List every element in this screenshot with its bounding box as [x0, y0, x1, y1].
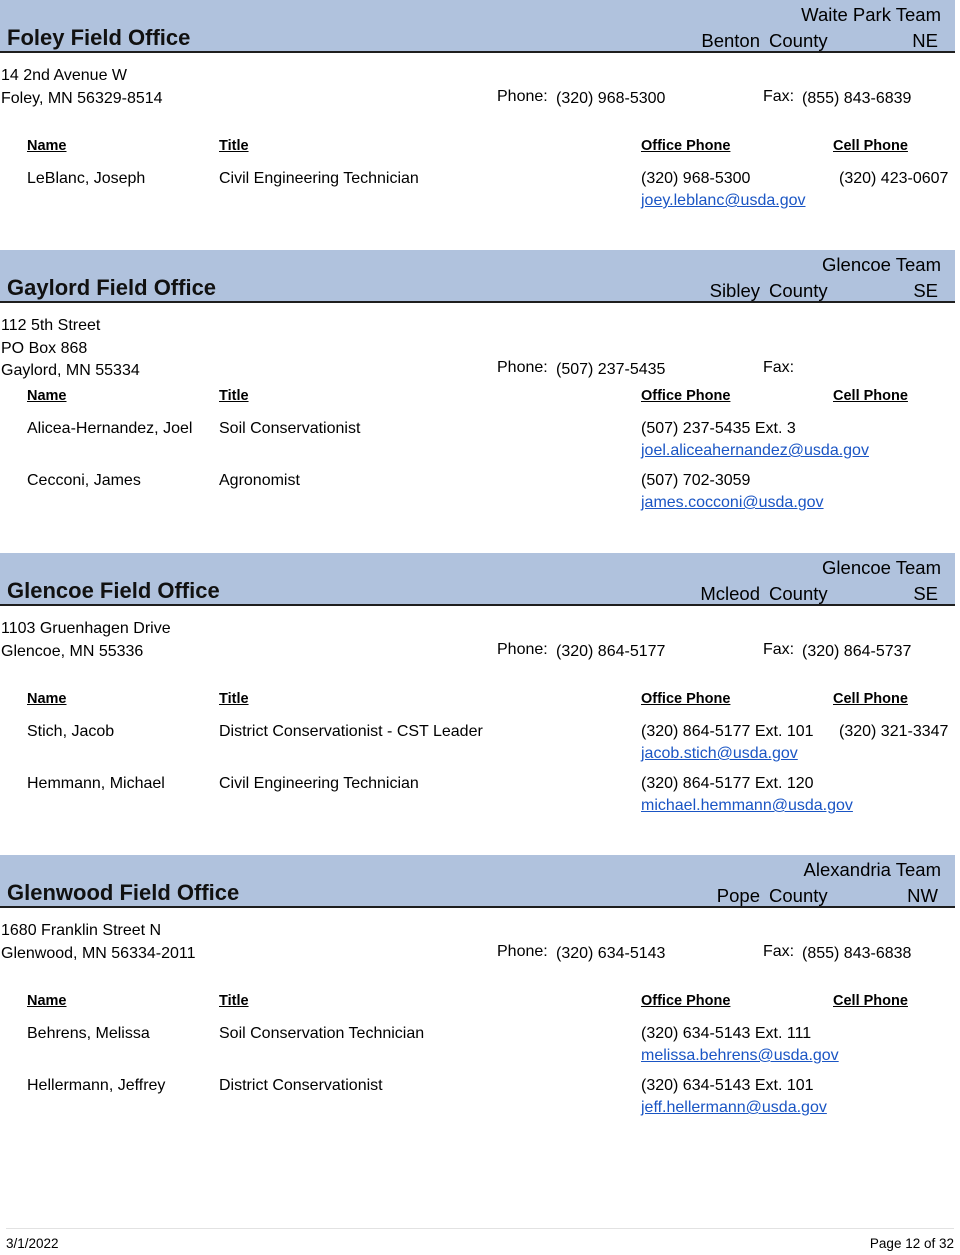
county-label: County	[769, 30, 828, 51]
county-name: Pope	[716, 885, 760, 906]
staff-office-phone: (507) 702-3059	[641, 472, 751, 489]
office-foley	[0, 0, 960, 250]
staff-email-link[interactable]: joel.aliceahernandez@usda.gov	[641, 442, 869, 459]
staff-office-phone: (320) 864-5177 Ext. 120	[641, 775, 814, 792]
column-header-name: Name	[27, 388, 67, 404]
office-name: Glencoe Field Office	[7, 578, 220, 603]
phone-label: Phone:	[497, 88, 548, 105]
column-header-cell-phone: Cell Phone	[833, 691, 908, 707]
footer-date: 3/1/2022	[6, 1236, 59, 1251]
footer-divider	[6, 1228, 954, 1229]
column-header-office-phone: Office Phone	[641, 691, 731, 707]
column-header-title: Title	[219, 993, 249, 1009]
column-header-title: Title	[219, 691, 249, 707]
staff-title: District Conservationist	[219, 1077, 383, 1094]
column-header-cell-phone: Cell Phone	[833, 993, 908, 1009]
staff-cell-phone: (320) 423-0607	[839, 170, 949, 187]
region-code: NE	[912, 30, 938, 51]
address-line: Glencoe, MN 55336	[1, 642, 144, 660]
county-name: Sibley	[709, 280, 760, 301]
staff-name: Hellermann, Jeffrey	[27, 1077, 166, 1094]
staff-name: Alicea-Hernandez, Joel	[27, 420, 193, 437]
staff-name: Hemmann, Michael	[27, 775, 165, 792]
phone-label: Phone:	[497, 359, 548, 376]
staff-email-link[interactable]: joey.leblanc@usda.gov	[641, 192, 806, 209]
office-fax: (855) 843-6838	[802, 945, 912, 962]
staff-office-phone: (320) 864-5177 Ext. 101	[641, 723, 814, 740]
county-name: Benton	[701, 30, 760, 51]
office-phone: (507) 237-5435	[556, 361, 666, 378]
county-row	[0, 885, 955, 909]
team-name: Alexandria Team	[803, 859, 941, 880]
column-header-office-phone: Office Phone	[641, 138, 731, 154]
county-name: Mcleod	[700, 583, 760, 604]
column-header-cell-phone: Cell Phone	[833, 138, 908, 154]
team-name: Waite Park Team	[801, 4, 941, 25]
county-label: County	[769, 583, 828, 604]
column-header-cell-phone: Cell Phone	[833, 388, 908, 404]
office-address	[1, 920, 196, 965]
county-row	[0, 583, 955, 607]
staff-title: District Conservationist - CST Leader	[219, 723, 483, 740]
office-header-band	[0, 0, 955, 53]
fax-label: Fax:	[763, 88, 795, 105]
region-code: SE	[913, 280, 938, 301]
region-code: SE	[913, 583, 938, 604]
column-header-office-phone: Office Phone	[641, 993, 731, 1009]
staff-name: Stich, Jacob	[27, 723, 115, 740]
office-address	[1, 315, 140, 383]
office-glenwood	[0, 855, 960, 1116]
staff-email-link[interactable]: melissa.behrens@usda.gov	[641, 1047, 839, 1064]
county-row	[0, 30, 955, 54]
county-label: County	[769, 885, 828, 906]
office-glencoe	[0, 553, 960, 814]
office-address	[1, 618, 171, 663]
office-phone: (320) 864-5177	[556, 643, 666, 660]
address-line: 14 2nd Avenue W	[1, 67, 128, 84]
address-line: Gaylord, MN 55334	[1, 362, 140, 379]
fax-label: Fax:	[763, 641, 795, 658]
footer-page-number: Page 12 of 32	[869, 1236, 954, 1251]
staff-title: Civil Engineering Technician	[219, 170, 419, 187]
staff-title: Agronomist	[219, 472, 300, 489]
address-line: Foley, MN 56329-8514	[1, 89, 163, 107]
office-phone: (320) 634-5143	[556, 945, 666, 962]
team-name: Glencoe Team	[822, 254, 941, 275]
county-label: County	[769, 280, 828, 301]
staff-cell-phone: (320) 321-3347	[839, 723, 949, 740]
address-line: 1680 Franklin Street N	[1, 922, 162, 939]
staff-title: Soil Conservationist	[219, 420, 361, 437]
staff-office-phone: (320) 634-5143 Ext. 111	[641, 1025, 812, 1042]
column-header-name: Name	[27, 138, 67, 154]
office-header-band	[0, 250, 955, 303]
column-header-name: Name	[27, 993, 67, 1009]
office-name: Foley Field Office	[7, 25, 191, 50]
office-gaylord	[0, 250, 960, 511]
staff-title: Civil Engineering Technician	[219, 775, 419, 792]
staff-office-phone: (507) 237-5435 Ext. 3	[641, 420, 796, 437]
fax-label: Fax:	[763, 943, 795, 960]
staff-office-phone: (320) 968-5300	[641, 170, 751, 187]
staff-email-link[interactable]: james.cocconi@usda.gov	[641, 494, 824, 511]
column-header-title: Title	[219, 138, 249, 154]
phone-label: Phone:	[497, 641, 548, 658]
staff-name: Behrens, Melissa	[27, 1025, 150, 1042]
address-line: PO Box 868	[1, 339, 88, 357]
office-name: Glenwood Field Office	[7, 880, 240, 905]
address-line: 1103 Gruenhagen Drive	[1, 620, 171, 637]
office-name: Gaylord Field Office	[7, 275, 217, 300]
staff-email-link[interactable]: jeff.hellermann@usda.gov	[641, 1099, 827, 1116]
office-address	[1, 65, 163, 110]
phone-label: Phone:	[497, 943, 548, 960]
region-code: NW	[907, 885, 938, 906]
address-line: Glenwood, MN 56334-2011	[1, 944, 196, 962]
staff-title: Soil Conservation Technician	[219, 1025, 425, 1042]
fax-label: Fax:	[763, 359, 795, 376]
staff-office-phone: (320) 634-5143 Ext. 101	[641, 1077, 814, 1094]
office-fax: (320) 864-5737	[802, 643, 912, 660]
staff-name: Cecconi, James	[27, 472, 141, 489]
county-row	[0, 280, 955, 304]
staff-name: LeBlanc, Joseph	[27, 170, 146, 187]
office-header-band	[0, 855, 955, 908]
office-phone: (320) 968-5300	[556, 90, 666, 107]
column-header-title: Title	[219, 388, 249, 404]
team-name: Glencoe Team	[822, 557, 941, 578]
column-header-office-phone: Office Phone	[641, 388, 731, 404]
office-fax: (855) 843-6839	[802, 90, 912, 107]
staff-email-link[interactable]: michael.hemmann@usda.gov	[641, 797, 853, 814]
office-header-band	[0, 553, 955, 606]
address-line: 112 5th Street	[1, 317, 101, 334]
staff-email-link[interactable]: jacob.stich@usda.gov	[641, 745, 798, 762]
column-header-name: Name	[27, 691, 67, 707]
